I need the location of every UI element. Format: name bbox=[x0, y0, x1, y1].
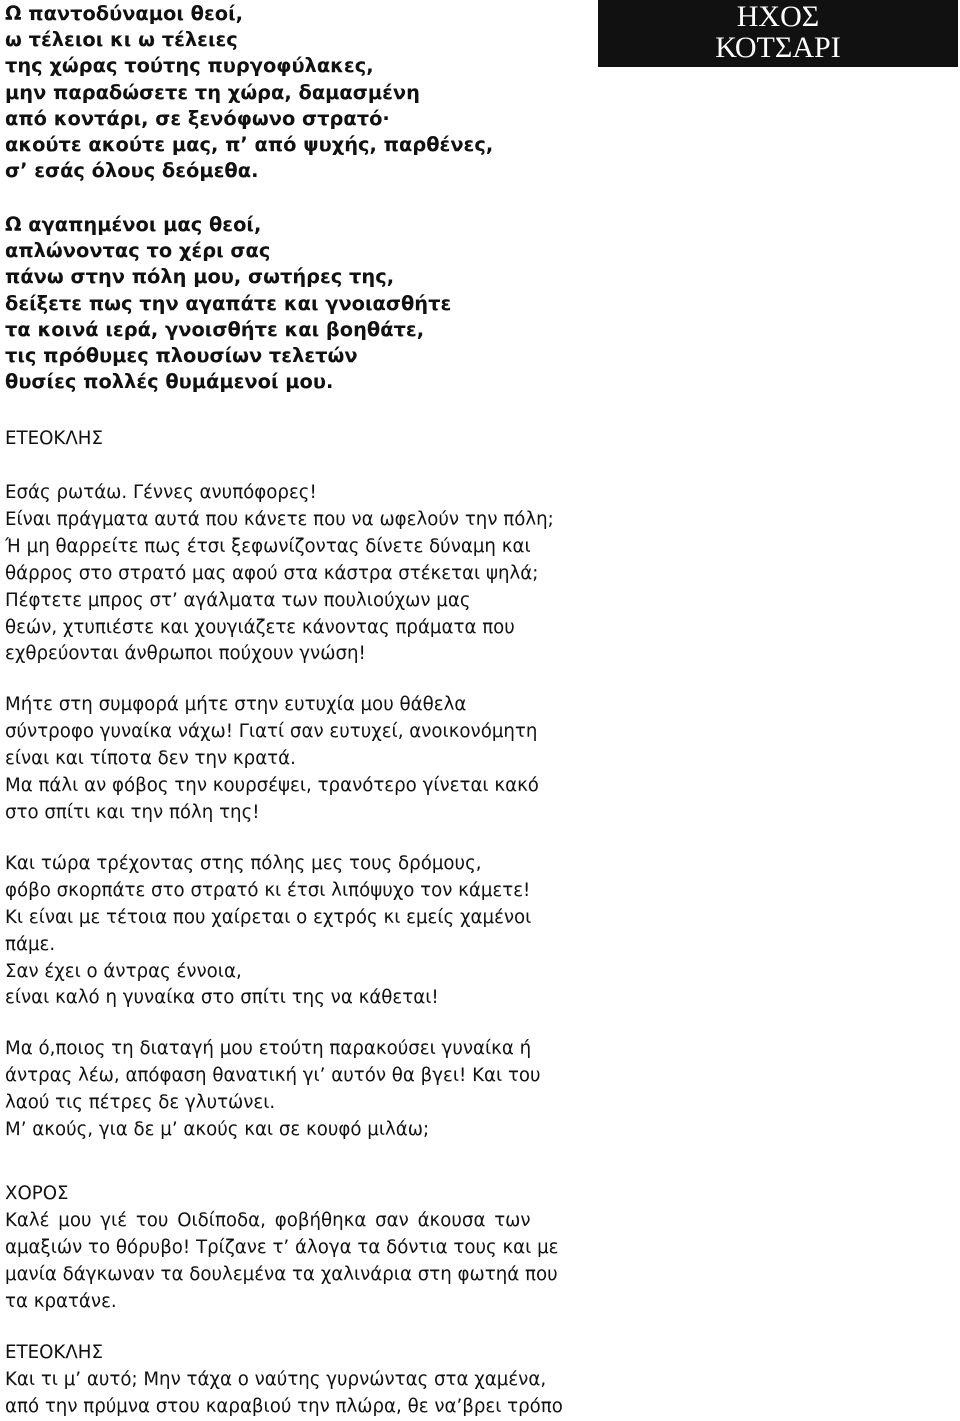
chorus-stanza-2 bbox=[5, 212, 451, 395]
speech-paragraph bbox=[5, 692, 605, 827]
speech-paragraph bbox=[5, 851, 605, 1012]
speech-line: Μ’ ακούς, για δε μ’ ακούς και σε κουφό μιλάω; bbox=[5, 1119, 430, 1141]
speech-line: Μήτε στη συμφορά μήτε στην ευτυχία μου θάθελα bbox=[5, 694, 467, 716]
speech-line: εχθρεύονται άνθρωποι πούχουν γνώση! bbox=[5, 643, 366, 665]
stanza-line: απλώνοντας το χέρι σας bbox=[5, 239, 271, 263]
eteokles-speech bbox=[5, 480, 605, 1144]
stanza-line: θυσίες πολλές θυμάμενοί μου. bbox=[5, 370, 334, 394]
paragraph-gap bbox=[5, 1012, 605, 1036]
stanza-line: μην παραδώσετε τη χώρα, δαμασμένη bbox=[5, 80, 420, 104]
speech-line: πάμε. bbox=[5, 933, 56, 955]
badge-line-1: ΗΧΟΣ bbox=[736, 0, 820, 33]
speech-line: Κι είναι με τέτοια που χαίρεται ο εχτρός κι εμείς χαμένοι bbox=[5, 906, 532, 928]
speech-line: Καλέ μου γιέ του Οιδίποδα, φοβήθηκα σαν άκουσα των bbox=[5, 1210, 531, 1231]
speech-line: Σαν έχει ο άντρας έννοια, bbox=[5, 960, 242, 982]
speech-line: στο σπίτι και την πόλη της! bbox=[5, 801, 260, 823]
speech-line: Και τώρα τρέχοντας στης πόλης μες τους δρόμους, bbox=[5, 852, 482, 874]
badge-line-2: ΚΟΤΣΑΡΙ bbox=[715, 31, 841, 64]
speech-line: από την πρύμνα στου καραβιού την πλώρα, θε να’βρει τρόπο bbox=[5, 1395, 563, 1417]
stanza-line: ω τέλειοι κι ω τέλειες bbox=[5, 28, 238, 52]
speech-line: είναι καλό η γυναίκα στο σπίτι της να κάθεται! bbox=[5, 987, 439, 1009]
stanza-line: σ’ εσάς όλους δεόμεθα. bbox=[5, 159, 259, 183]
speech-line: λαού τις πέτρες δε γλυτώνει. bbox=[5, 1092, 276, 1114]
speech-line: σύντροφο γυναίκα νάχω! Γιατί σαν ευτυχεί, ανοικονόμητη bbox=[5, 721, 538, 743]
speech-paragraph bbox=[5, 1036, 605, 1144]
paragraph-gap bbox=[5, 668, 605, 692]
stanza-line: της χώρας τούτης πυργοφύλακες, bbox=[5, 54, 374, 78]
speech-line: Μα ό,ποιος τη διαταγή μου ετούτη παρακούσει γυναίκα ή bbox=[5, 1038, 532, 1060]
speaker-name: ΕΤΕΟΚΛΗΣ bbox=[5, 1342, 103, 1363]
paragraph-gap bbox=[5, 827, 605, 851]
chorus-speech bbox=[5, 1208, 605, 1316]
speech-line: θεών, χτυπιέστε και χουγιάζετε κάνοντας πράματα που bbox=[5, 616, 515, 638]
speech-line: Πέφτετε μπρος στ’ αγάλματα των πουλιούχων μας bbox=[5, 589, 471, 611]
speech-line: Είναι πράγματα αυτά που κάνετε που να ωφελούν την πόλη; bbox=[5, 508, 554, 530]
stanza-line: τα κοινά ιερά, γνοισθήτε και βοηθάτε, bbox=[5, 317, 425, 341]
speech-line: αμαξιών το θόρυβο! Τρίζανε τ’ άλογα τα δόντια τους και με bbox=[5, 1236, 559, 1258]
speech-line: μανία δάγκωναν τα δουλεμένα τα χαλινάρια στη φωτηά που bbox=[5, 1263, 558, 1285]
chorus-stanza-1 bbox=[5, 1, 493, 184]
stanza-line: Ω παντοδύναμοι θεοί, bbox=[5, 2, 243, 25]
speech-line: άντρας λέω, απόφαση θανατική γι’ αυτόν θα βγει! Και του bbox=[5, 1065, 541, 1087]
speech-line: Ή μη θαρρείτε πως έτσι ξεφωνίζοντας δίνετε δύναμη και bbox=[5, 535, 531, 557]
speech-line: είναι και τίποτα δεν την κρατά. bbox=[5, 748, 296, 770]
stanza-line: από κοντάρι, σε ξενόφωνο στρατό· bbox=[5, 106, 390, 130]
stanza-line: ακούτε ακούτε μας, π’ από ψυχής, παρθένες, bbox=[5, 133, 494, 157]
stanza-line: δείξετε πως την αγαπάτε και γνοιασθήτε bbox=[5, 291, 452, 315]
speaker-name: ΧΟΡΟΣ bbox=[5, 1183, 69, 1204]
speech-paragraph bbox=[5, 480, 605, 668]
sound-badge bbox=[598, 0, 958, 67]
stanza-line: Ω αγαπημένοι μας θεοί, bbox=[5, 213, 262, 236]
stanza-line: πάνω στην πόλη μου, σωτήρες της, bbox=[5, 265, 395, 289]
speech-line: θάρρος στο στρατό μας αφού στα κάστρα στέκεται ψηλά; bbox=[5, 562, 539, 584]
speech-line: Και τι μ’ αυτό; Μην τάχα ο ναύτης γυρνώντας στα χαμένα, bbox=[5, 1369, 547, 1390]
speech-line: Μα πάλι αν φόβος την κουρσέψει, τρανότερο γίνεται κακό bbox=[5, 775, 539, 797]
speaker-name: ΕΤΕΟΚΛΗΣ bbox=[5, 428, 103, 449]
speech-line: τα κρατάνε. bbox=[5, 1290, 117, 1312]
speech-line: φόβο σκορπάτε στο στρατό κι έτσι λιπόψυχο τον κάμετε! bbox=[5, 879, 531, 901]
speech-line: Εσάς ρωτάω. Γέννες ανυπόφορες! bbox=[5, 482, 317, 503]
stanza-line: τις πρόθυμες πλουσίων τελετών bbox=[5, 344, 358, 368]
eteokles-speech-2 bbox=[5, 1367, 605, 1421]
